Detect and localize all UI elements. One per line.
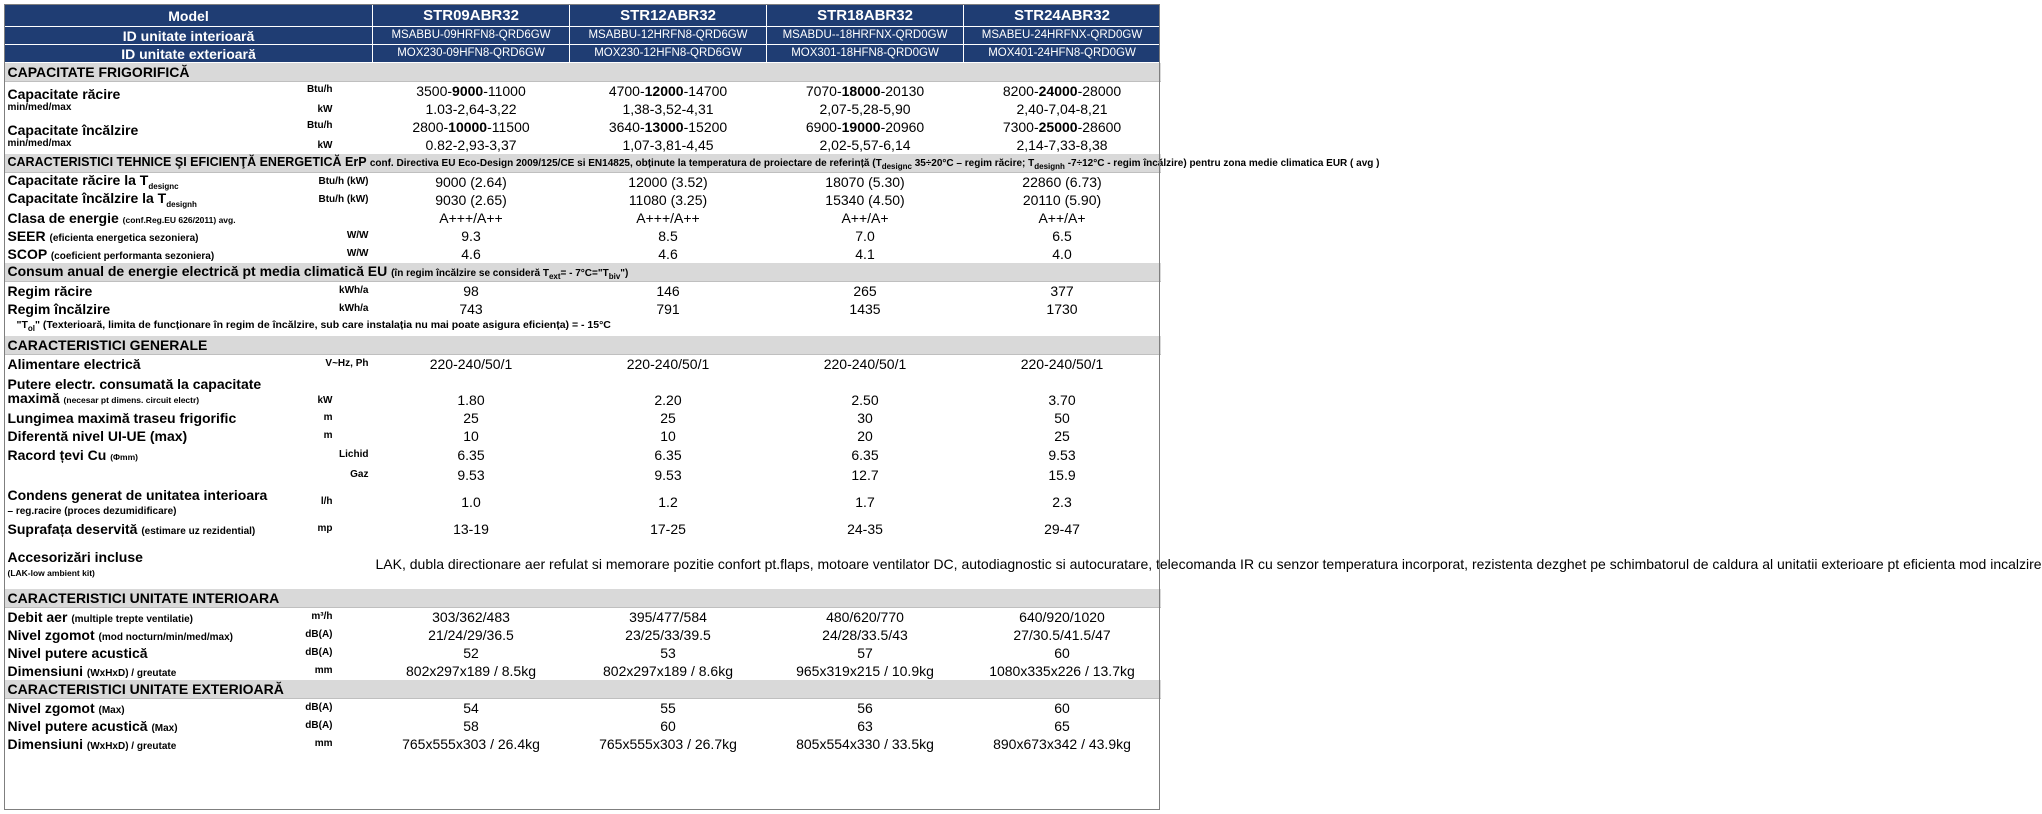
section-general (5, 336, 1161, 355)
unit: Btu/h (kW) (318, 176, 369, 187)
airflow-value: 395/477/584 (629, 609, 707, 625)
liquid-value: 6.35 (654, 447, 682, 463)
scop-label: SCOP (coeficient performanta sezoniera) W/W (7, 245, 369, 262)
unit: kWh/a (339, 285, 369, 296)
unit: dB(A) (305, 702, 333, 713)
supply-value: 220-240/50/1 (429, 356, 513, 372)
section-title: CARACTERISTICI TEHNICE ŞI EFICIENŢĂ ENERGETICĂ ErP conf. Directiva EU Eco-Design 2009/125/CE si EN14825, obținute la temperatura de proiectare de referință ($T_{designc}$ 35÷20°C – regim răcire; $T_{designh}$ -7÷12°C - regim încălzire) pentru zona medie climatica EUR ( avg ) (5, 154, 1161, 173)
unit: dB(A) (305, 647, 333, 658)
indoor-dim-value: 802x297x189 / 8.6kg (603, 663, 733, 679)
unit-btu: Btu/h (306, 120, 333, 131)
indoor-dim-value: 802x297x189 / 8.5kg (406, 663, 536, 679)
gas-value: 15.9 (1048, 467, 1076, 483)
indoor-id: MSABEU-24HRFNX-QRD0GW (964, 27, 1161, 45)
area-value: 13-19 (453, 521, 489, 537)
unit: m (323, 412, 333, 423)
indoor-power-value: 53 (660, 645, 676, 661)
heating-kw-value: 0.82-2,93-3,37 (425, 137, 517, 153)
power-value: 2.50 (851, 392, 879, 408)
indoor-noise-label: Nivel zgomot (mod nocturn/min/med/max) dB(A) (7, 626, 333, 643)
cons-cool-value: 146 (656, 283, 680, 299)
cons-cool-value: 98 (463, 283, 479, 299)
erp-cool-value: 9000 (2.64) (435, 174, 507, 190)
outdoor-noise-value: 60 (1054, 700, 1070, 716)
model-name: STR12ABR32 (570, 5, 767, 27)
heating-sub-text: min/med/max (7, 138, 72, 149)
erp-heat-value: 11080 (3.25) (628, 192, 708, 208)
outdoor-noise-value: 56 (857, 700, 873, 716)
cons-heat-value: 1730 (1046, 301, 1078, 317)
heating-kw-value: 2,02-5,57-6,14 (819, 137, 911, 153)
area-value: 17-25 (650, 521, 686, 537)
erp-cool-value: 18070 (5.30) (825, 174, 905, 190)
outdoor-dim-value: 765x555x303 / 26.7kg (599, 736, 737, 752)
indoor-noise-value: 23/25/33/39.5 (625, 627, 711, 643)
outdoor-id: MOX230-12HFN8-QRD6GW (570, 45, 767, 63)
power-value: 3.70 (1048, 392, 1076, 408)
indoor-dim-value: 1080x335x226 / 13.7kg (989, 663, 1135, 679)
unit-kw: kW (317, 140, 333, 151)
area-value: 29-47 (1044, 521, 1080, 537)
seer-value: 8.5 (658, 228, 678, 244)
section-title: CARACTERISTICI GENERALE (5, 336, 1161, 355)
indoor-power-value: 60 (1054, 645, 1070, 661)
indoor-noise-value: 21/24/29/36.5 (428, 627, 514, 643)
seer-value: 6.5 (1052, 228, 1072, 244)
level-value: 20 (857, 428, 873, 444)
area-label: Suprafața deservită (estimare uz rezidential) mp (7, 520, 333, 537)
level-row (5, 427, 1161, 445)
heating-kw-value: 1,07-3,81-4,45 (622, 137, 714, 153)
section-consumption (5, 263, 1161, 282)
gas-value: 9.53 (654, 467, 682, 483)
energy-class-value: A+++/A++ (636, 210, 700, 226)
indoor-dim-row (5, 662, 1161, 680)
indoor-power-value: 52 (463, 645, 479, 661)
unit: mm (314, 738, 333, 749)
outdoor-dim-row (5, 735, 1161, 753)
section-indoor (5, 589, 1161, 608)
supply-value: 220-240/50/1 (626, 356, 710, 372)
accessories-text: LAK, dubla directionare aer refulat si memorare pozitie confort pt.flaps, motoare ventilator DC, autodiagnostic si autocuratare, telecomanda IR cu senzor temperatura incorporat, rezistenta dezghet pe schimbatorul de caldura al unitatii exterioare pt eficienta mod incalzire (375, 556, 2042, 572)
pipe-label: Racord țevi Cu (Φmm) Lichid (7, 447, 369, 463)
outdoor-dim-value: 890x673x342 / 43.9kg (993, 736, 1131, 752)
section-capacity (5, 63, 1161, 82)
unit: kW (317, 395, 333, 406)
outdoor-noise-value: 55 (660, 700, 676, 716)
length-value: 30 (857, 410, 873, 426)
heating-btu-row (5, 118, 1161, 136)
indoor-dim-label: Dimensiuni (WxHxD) / greutate mm (7, 662, 333, 679)
indoor-power-row (5, 644, 1161, 662)
heating-btu-value: 7300-25000-28600 (1002, 119, 1122, 135)
liquid-value: 9.53 (1048, 447, 1076, 463)
supply-row (5, 355, 1161, 374)
indoor-power-label: Nivel putere acustică dB(A) (7, 645, 333, 661)
accessories-row (5, 539, 1161, 589)
scop-row (5, 245, 1161, 263)
length-label: Lungimea maximă traseu frigorific m (7, 410, 333, 426)
unit: W/W (346, 248, 369, 259)
airflow-value: 640/920/1020 (1019, 609, 1105, 625)
erp-cool-label: Capacitate răcire la $T_{designc}$ Btu/h (kW) (7, 172, 369, 191)
scop-value: 4.1 (855, 246, 875, 262)
level-value: 25 (1054, 428, 1070, 444)
heating-label-text: Capacitate încălzire (7, 122, 139, 138)
tol-note-row (5, 318, 1161, 336)
outdoor-id: MOX301-18HFN8-QRD0GW (767, 45, 964, 63)
tol-note: "$T_{ol}$" (Texterioară, limita de funcționare în regim de încălzire, sub care instalația nu mai poate asigura eficiența) = - 15°C (16, 319, 611, 334)
cooling-kw-value: 1.03-2,64-3,22 (425, 101, 517, 117)
energy-class-value: A+++/A++ (439, 210, 503, 226)
outdoor-id-label: ID unitate exterioară (5, 45, 373, 63)
supply-label: Alimentare electrică V~Hz, Ph (7, 356, 369, 372)
outdoor-id: MOX230-09HFN8-QRD6GW (373, 45, 570, 63)
erp-heat-label: Capacitate încălzire la $T_{designh}$ Btu/h (kW) (7, 190, 369, 209)
indoor-dim-value: 965x319x215 / 10.9kg (796, 663, 934, 679)
outdoor-noise-label: Nivel zgomot (Max) dB(A) (7, 699, 333, 716)
model-name: STR09ABR32 (373, 5, 570, 27)
outdoor-noise-row (5, 699, 1161, 718)
indoor-noise-value: 27/30.5/41.5/47 (1013, 627, 1111, 643)
seer-row (5, 227, 1161, 245)
area-row (5, 519, 1161, 539)
unit: Gaz (350, 469, 369, 480)
section-erp (5, 154, 1161, 173)
unit: l/h (320, 496, 333, 507)
section-title: CARACTERISTICI UNITATE EXTERIOARĂ (5, 680, 1161, 699)
erp-heat-value: 20110 (5.90) (1022, 192, 1102, 208)
unit: m (323, 430, 333, 441)
model-header-row (5, 5, 1161, 27)
cooling-kw-value: 2,40-7,04-8,21 (1016, 101, 1108, 117)
indoor-id-label: ID unitate interioară (5, 27, 373, 45)
liquid-row (5, 445, 1161, 465)
cooling-btu-value: 4700-12000-14700 (608, 83, 728, 99)
outdoor-id: MOX401-24HFN8-QRD0GW (964, 45, 1161, 63)
model-name: STR18ABR32 (767, 5, 964, 27)
gas-row (5, 465, 1161, 485)
heating-kw-value: 2,14-7,33-8,38 (1016, 137, 1108, 153)
condens-value: 1.0 (461, 494, 481, 510)
gas-value: 12.7 (851, 467, 879, 483)
outdoor-power-label: Nivel putere acustică (Max) dB(A) (7, 717, 333, 734)
cooling-label-text: Capacitate răcire (7, 86, 121, 102)
outdoor-id-row (5, 45, 1161, 63)
energy-class-value: A++/A+ (841, 210, 889, 226)
length-value: 25 (660, 410, 676, 426)
unit: V~Hz, Ph (325, 358, 369, 369)
cons-cool-row (5, 282, 1161, 301)
supply-value: 220-240/50/1 (1020, 356, 1104, 372)
power-row (5, 373, 1161, 409)
outdoor-power-value: 60 (660, 718, 676, 734)
unit: kWh/a (339, 303, 369, 314)
unit: dB(A) (305, 629, 333, 640)
section-title: Consum anual de energie electrică pt media climatică EU (în regim încălzire se consideră $T_{ext}=$ - $7^\circ C="T_{biv}$") (5, 263, 1161, 282)
indoor-power-value: 57 (857, 645, 873, 661)
airflow-label: Debit aer (multiple trepte ventilatie) m³/h (7, 608, 333, 625)
gas-value: 9.53 (457, 467, 485, 483)
outdoor-dim-value: 765x555x303 / 26.4kg (402, 736, 540, 752)
unit-kw: kW (317, 104, 333, 115)
length-value: 25 (463, 410, 479, 426)
spec-table (4, 4, 2042, 753)
outdoor-dim-value: 805x554x330 / 33.5kg (796, 736, 934, 752)
supply-value: 220-240/50/1 (823, 356, 907, 372)
indoor-id: MSABBU-09HRFN8-QRD6GW (373, 27, 570, 45)
erp-heat-row (5, 191, 1161, 209)
cons-cool-label: Regim răcire kWh/a (7, 283, 369, 299)
seer-value: 9.3 (461, 228, 481, 244)
power-value: 2.20 (654, 392, 682, 408)
outdoor-power-value: 58 (463, 718, 479, 734)
area-value: 24-35 (847, 521, 883, 537)
level-value: 10 (463, 428, 479, 444)
unit: W/W (346, 230, 369, 241)
outdoor-dim-label: Dimensiuni (WxHxD) / greutate mm (7, 735, 333, 752)
section-title: CAPACITATE FRIGORIFICĂ (5, 63, 1161, 82)
unit: dB(A) (305, 720, 333, 731)
indoor-id: MSABDU--18HRFNX-QRD0GW (767, 27, 964, 45)
indoor-noise-value: 24/28/33.5/43 (822, 627, 908, 643)
cooling-kw-value: 1,38-3,52-4,31 (622, 101, 714, 117)
erp-cool-value: 12000 (3.52) (628, 174, 708, 190)
cooling-btu-value: 7070-18000-20130 (805, 83, 925, 99)
scop-value: 4.6 (461, 246, 481, 262)
erp-heat-value: 15340 (4.50) (825, 192, 905, 208)
condens-value: 2.3 (1052, 494, 1072, 510)
seer-label: SEER (eficienta energetica sezoniera) W/W (7, 227, 369, 244)
section-outdoor (5, 680, 1161, 699)
erp-cool-value: 22860 (6.73) (1022, 174, 1102, 190)
heating-btu-value: 2800-10000-11500 (412, 119, 530, 135)
energy-class-label: Clasa de energie (conf.Reg.EU 626/2011) avg. (7, 210, 236, 226)
outdoor-power-value: 65 (1054, 718, 1070, 734)
cons-heat-label: Regim încălzire kWh/a (7, 301, 369, 317)
gas-label (5, 465, 373, 485)
unit: mp (317, 523, 333, 534)
airflow-row (5, 608, 1161, 627)
unit: m³/h (311, 611, 333, 622)
unit: mm (314, 665, 333, 676)
unit: Btu/h (kW) (318, 194, 369, 205)
accessories-label: Accesorizări incluse (LAK-low ambient kit) (7, 549, 143, 578)
cons-cool-value: 265 (853, 283, 877, 299)
airflow-value: 480/620/770 (826, 609, 904, 625)
heating-capacity-label (5, 118, 373, 154)
indoor-id: MSABBU-12HRFN8-QRD6GW (570, 27, 767, 45)
outdoor-power-row (5, 717, 1161, 735)
power-value: 1.80 (457, 392, 485, 408)
liquid-value: 6.35 (457, 447, 485, 463)
length-row (5, 409, 1161, 427)
cooling-kw-value: 2,07-5,28-5,90 (819, 101, 911, 117)
heating-btu-value: 3640-13000-15200 (608, 119, 728, 135)
scop-value: 4.6 (658, 246, 678, 262)
condens-value: 1.2 (658, 494, 678, 510)
outdoor-power-value: 63 (857, 718, 873, 734)
outdoor-noise-value: 54 (463, 700, 479, 716)
cons-cool-value: 377 (1050, 283, 1074, 299)
energy-class-row (5, 209, 1161, 227)
section-title: CARACTERISTICI UNITATE INTERIOARA (5, 589, 1161, 608)
energy-class-value: A++/A+ (1038, 210, 1086, 226)
unit: Lichid (339, 449, 369, 460)
model-label: Model (5, 5, 373, 27)
scop-value: 4.0 (1052, 246, 1072, 262)
level-value: 10 (660, 428, 676, 444)
seer-value: 7.0 (855, 228, 875, 244)
airflow-value: 303/362/483 (432, 609, 510, 625)
liquid-value: 6.35 (851, 447, 879, 463)
cooling-btu-row (5, 82, 1161, 101)
cooling-sub-text: min/med/max (7, 102, 72, 113)
cons-heat-value: 1435 (849, 301, 881, 317)
cooling-btu-value: 3500-9000-11000 (416, 83, 526, 99)
cons-heat-row (5, 300, 1161, 318)
length-value: 50 (1054, 410, 1070, 426)
unit-btu: Btu/h (306, 84, 333, 95)
cons-heat-value: 791 (656, 301, 680, 317)
cooling-capacity-label (5, 82, 373, 119)
cooling-btu-value: 8200-24000-28000 (1002, 83, 1122, 99)
condens-row (5, 485, 1161, 519)
power-label: Putere electr. consumată la capacitate maximă (necesar pt dimens. circuit electr) kW (7, 376, 333, 406)
indoor-id-row (5, 27, 1161, 45)
indoor-noise-row (5, 626, 1161, 644)
erp-cool-row (5, 173, 1161, 192)
level-label: Diferentă nivel UI-UE (max) m (7, 428, 333, 444)
cons-heat-value: 743 (459, 301, 483, 317)
condens-label: Condens generat de unitatea interioara – reg.racire (proces dezumidificare) l/h (7, 486, 333, 517)
heating-btu-value: 6900-19000-20960 (805, 119, 925, 135)
erp-heat-value: 9030 (2.65) (435, 192, 507, 208)
model-name: STR24ABR32 (964, 5, 1161, 27)
condens-value: 1.7 (855, 494, 875, 510)
